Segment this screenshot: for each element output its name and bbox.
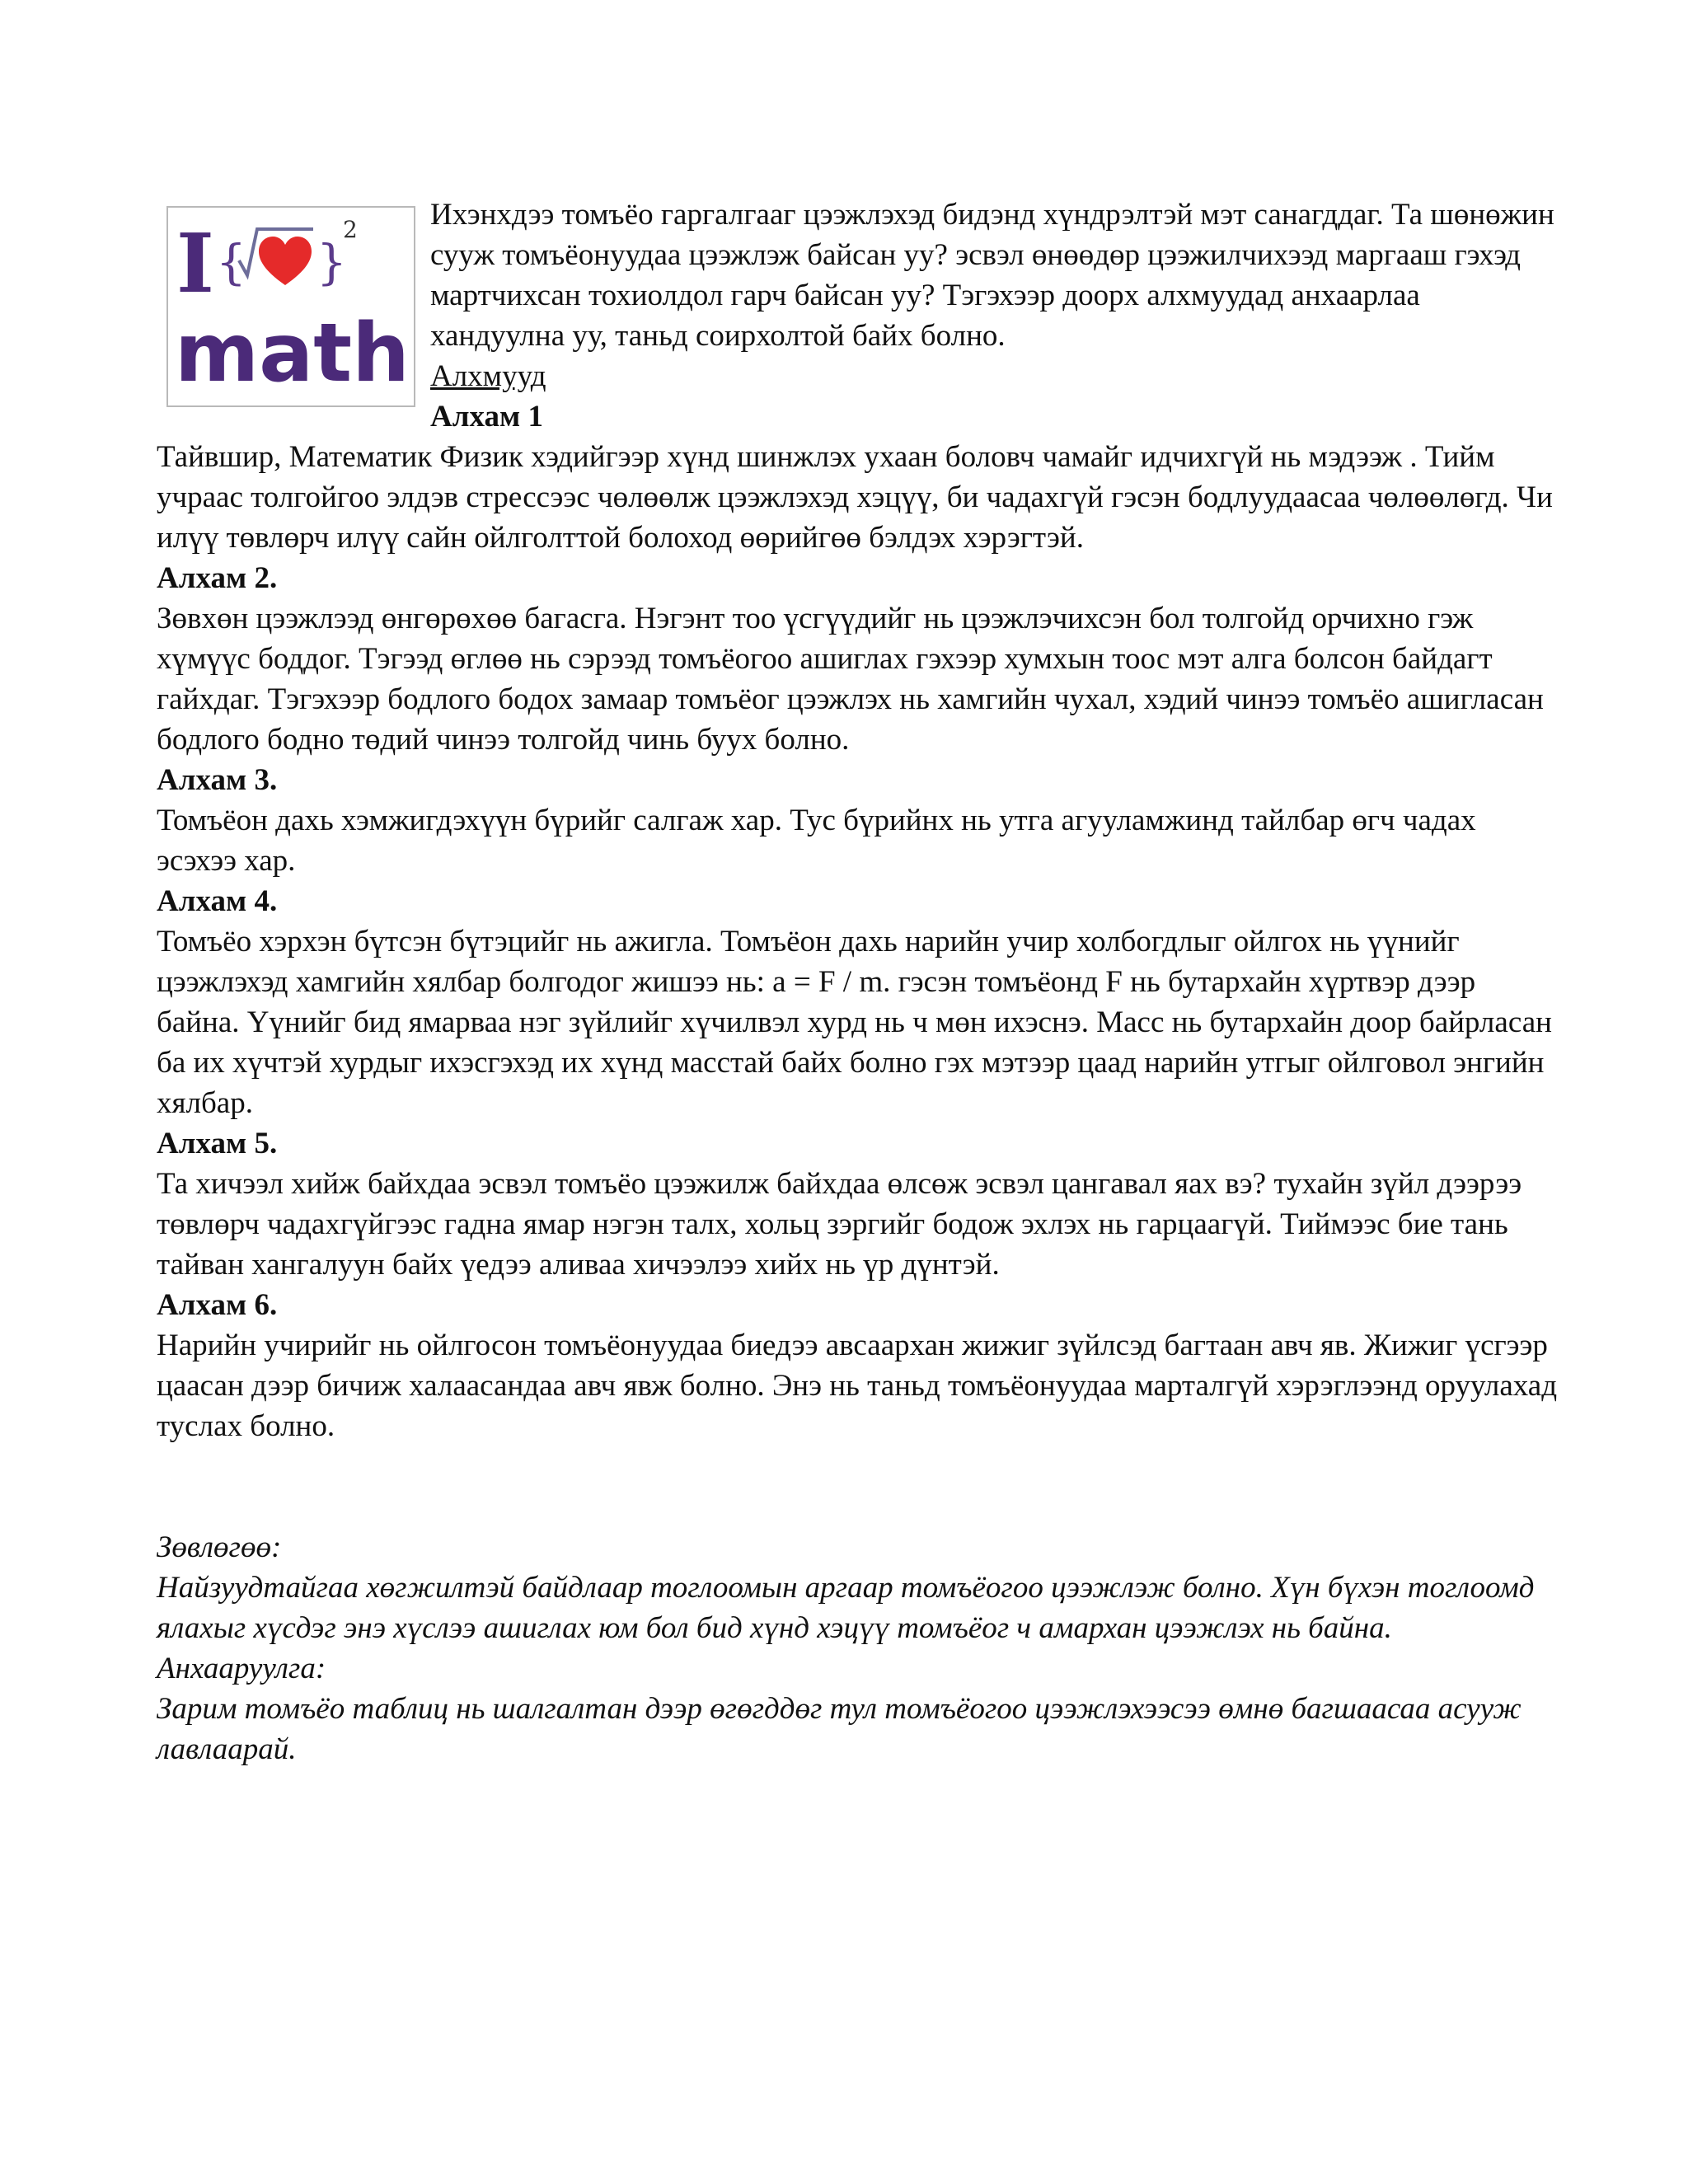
logo-letter-i: I <box>176 217 214 312</box>
section-heading: Алхмууд <box>430 359 546 393</box>
step-1-body: Тайвшир, Математик Физик хэдийгээр хүнд шинжлэх ухаан боловч чамайг идчихгүй нь мэдээж . Тийм учраас толгойгоо элдэв стрессээс чөлөөлж цээжлэхэд хэцүү, би чадахгүй гэсэн бодлуудаасаа чөлөөлөгд. Чи илүү төвлөрч илүү сайн ойлголттой болоход өөрийгөө бэлдэх хэрэгтэй. <box>157 440 1553 555</box>
step-2-title: Алхам 2. <box>157 561 278 595</box>
advice-body: Найзуудтайгаа хөгжилтэй байдлаар тоглоомын аргаар томъёогоо цээжлэж болно. Хүн бүхэн тоглоомд ялахыг хүсдэг энэ хүслээ ашиглах юм бол бид хүнд хэцүү томъёог ч амархан цээжлэх нь байна. <box>157 1571 1535 1645</box>
advice-label: Зөвлөгөө: <box>157 1530 282 1564</box>
step-5-title: Алхам 5. <box>157 1127 278 1160</box>
warning-label: Анхааруулга: <box>157 1652 326 1685</box>
heart-icon <box>259 237 312 285</box>
warning-body: Зарим томъёо таблиц нь шалгалтан дээр өгөгддөг тул томъёогоо цээжлэхээсээ өмнө багшаасаа асууж лавлаарай. <box>157 1692 1522 1766</box>
section-spacer <box>157 1446 1558 1527</box>
step-2-body: Зөвхөн цээжлээд өнгөрөхөө багасга. Нэгэнт тоо үсгүүдийг нь цээжлэчихсэн бол толгойд орчихно гэж хүмүүс боддог. Тэгээд өглөө нь сэрээд томъёогоо ашиглах гэхээр хумхын тоос мэт алга болсон байдагт гайхдаг. Тэгэхээр бодлого бодох замаар томъёог цээжлэх нь хамгийн чухал, хэдий чинээ томъёо ашигласан бодлого бодно төдий чинээ толгойд чинь буух болно. <box>157 602 1544 757</box>
document-content <box>157 194 1558 1769</box>
logo-graphic <box>168 208 414 405</box>
step-3-title: Алхам 3. <box>157 763 278 797</box>
intro-paragraph: Ихэнхдээ томъёо гаргалгааг цээжлэхэд бидэнд хүндрэлтэй мэт санагддаг. Та шөнөжин сууж томъёонуудаа цээжлэж байсан уу? эсвэл өнөөдөр цээжилчихээд маргааш гэхэд мартчихсан тохиолдол гарч байсан уу? Тэгэхээр доорх алхмуудад анхаарлаа хандуулна уу, таньд соирхолтой байх болно. <box>430 198 1554 353</box>
step-5-body: Та хичээл хийж байхдаа эсвэл томъёо цээжилж байхдаа өлсөж эсвэл цангавал яах вэ? тухайн зүйл дээрээ төвлөрч чадахгүйгээс гадна ямар нэгэн талх, хольц зэргийг бодож эхлэх нь гарцаагүй. Тиймээс бие тань тайван хангалуун байх үедээ аливаа хичээлээ хийх нь үр дүнтэй. <box>157 1167 1522 1282</box>
step-4-body: Томъёо хэрхэн бүтсэн бүтэцийг нь ажигла. Томъёон дахь нарийн учир холбогдлыг ойлгох нь үүнийг цээжлэхэд хамгийн хялбар болгодог жишээ нь: a = F / m. гэсэн томъёонд F нь бутархайн хүртвэр дээр байна. Үүнийг бид ямарваа нэг зүйлийг хүчилвэл хурд нь ч мөн ихэснэ. Масс нь бутархайн доор байрласан ба их хүчтэй хурдыг ихэсгэхэд их хүнд масстай байх болно гэх мэтээр цаад нарийн утгыг ойлговол энгийн хялбар. <box>157 925 1552 1120</box>
logo-open-brace: { <box>216 234 246 290</box>
logo-close-brace: } <box>316 234 347 290</box>
step-6-title: Алхам 6. <box>157 1288 278 1322</box>
logo-word-math: math <box>175 307 410 401</box>
i-love-math-logo <box>166 206 415 407</box>
step-4-title: Алхам 4. <box>157 884 278 918</box>
step-6-body: Нарийн учирийг нь ойлгосон томъёонуудаа биедээ авсаархан жижиг зүйлсэд багтаан авч яв. Жижиг үсгээр цаасан дээр бичиж халаасандаа авч явж болно. Энэ нь таньд томъёонуудаа марталгүй хэрэглээнд оруулахад туслах болно. <box>157 1329 1558 1443</box>
step-3-body: Томъёон дахь хэмжигдэхүүн бүрийг салгаж хар. Тус бүрийнх нь утга агууламжинд тайлбар өгч чадах эсэхээ хар. <box>157 804 1476 878</box>
logo-exponent: 2 <box>343 216 358 243</box>
step-1-title: Алхам 1 <box>430 400 543 434</box>
